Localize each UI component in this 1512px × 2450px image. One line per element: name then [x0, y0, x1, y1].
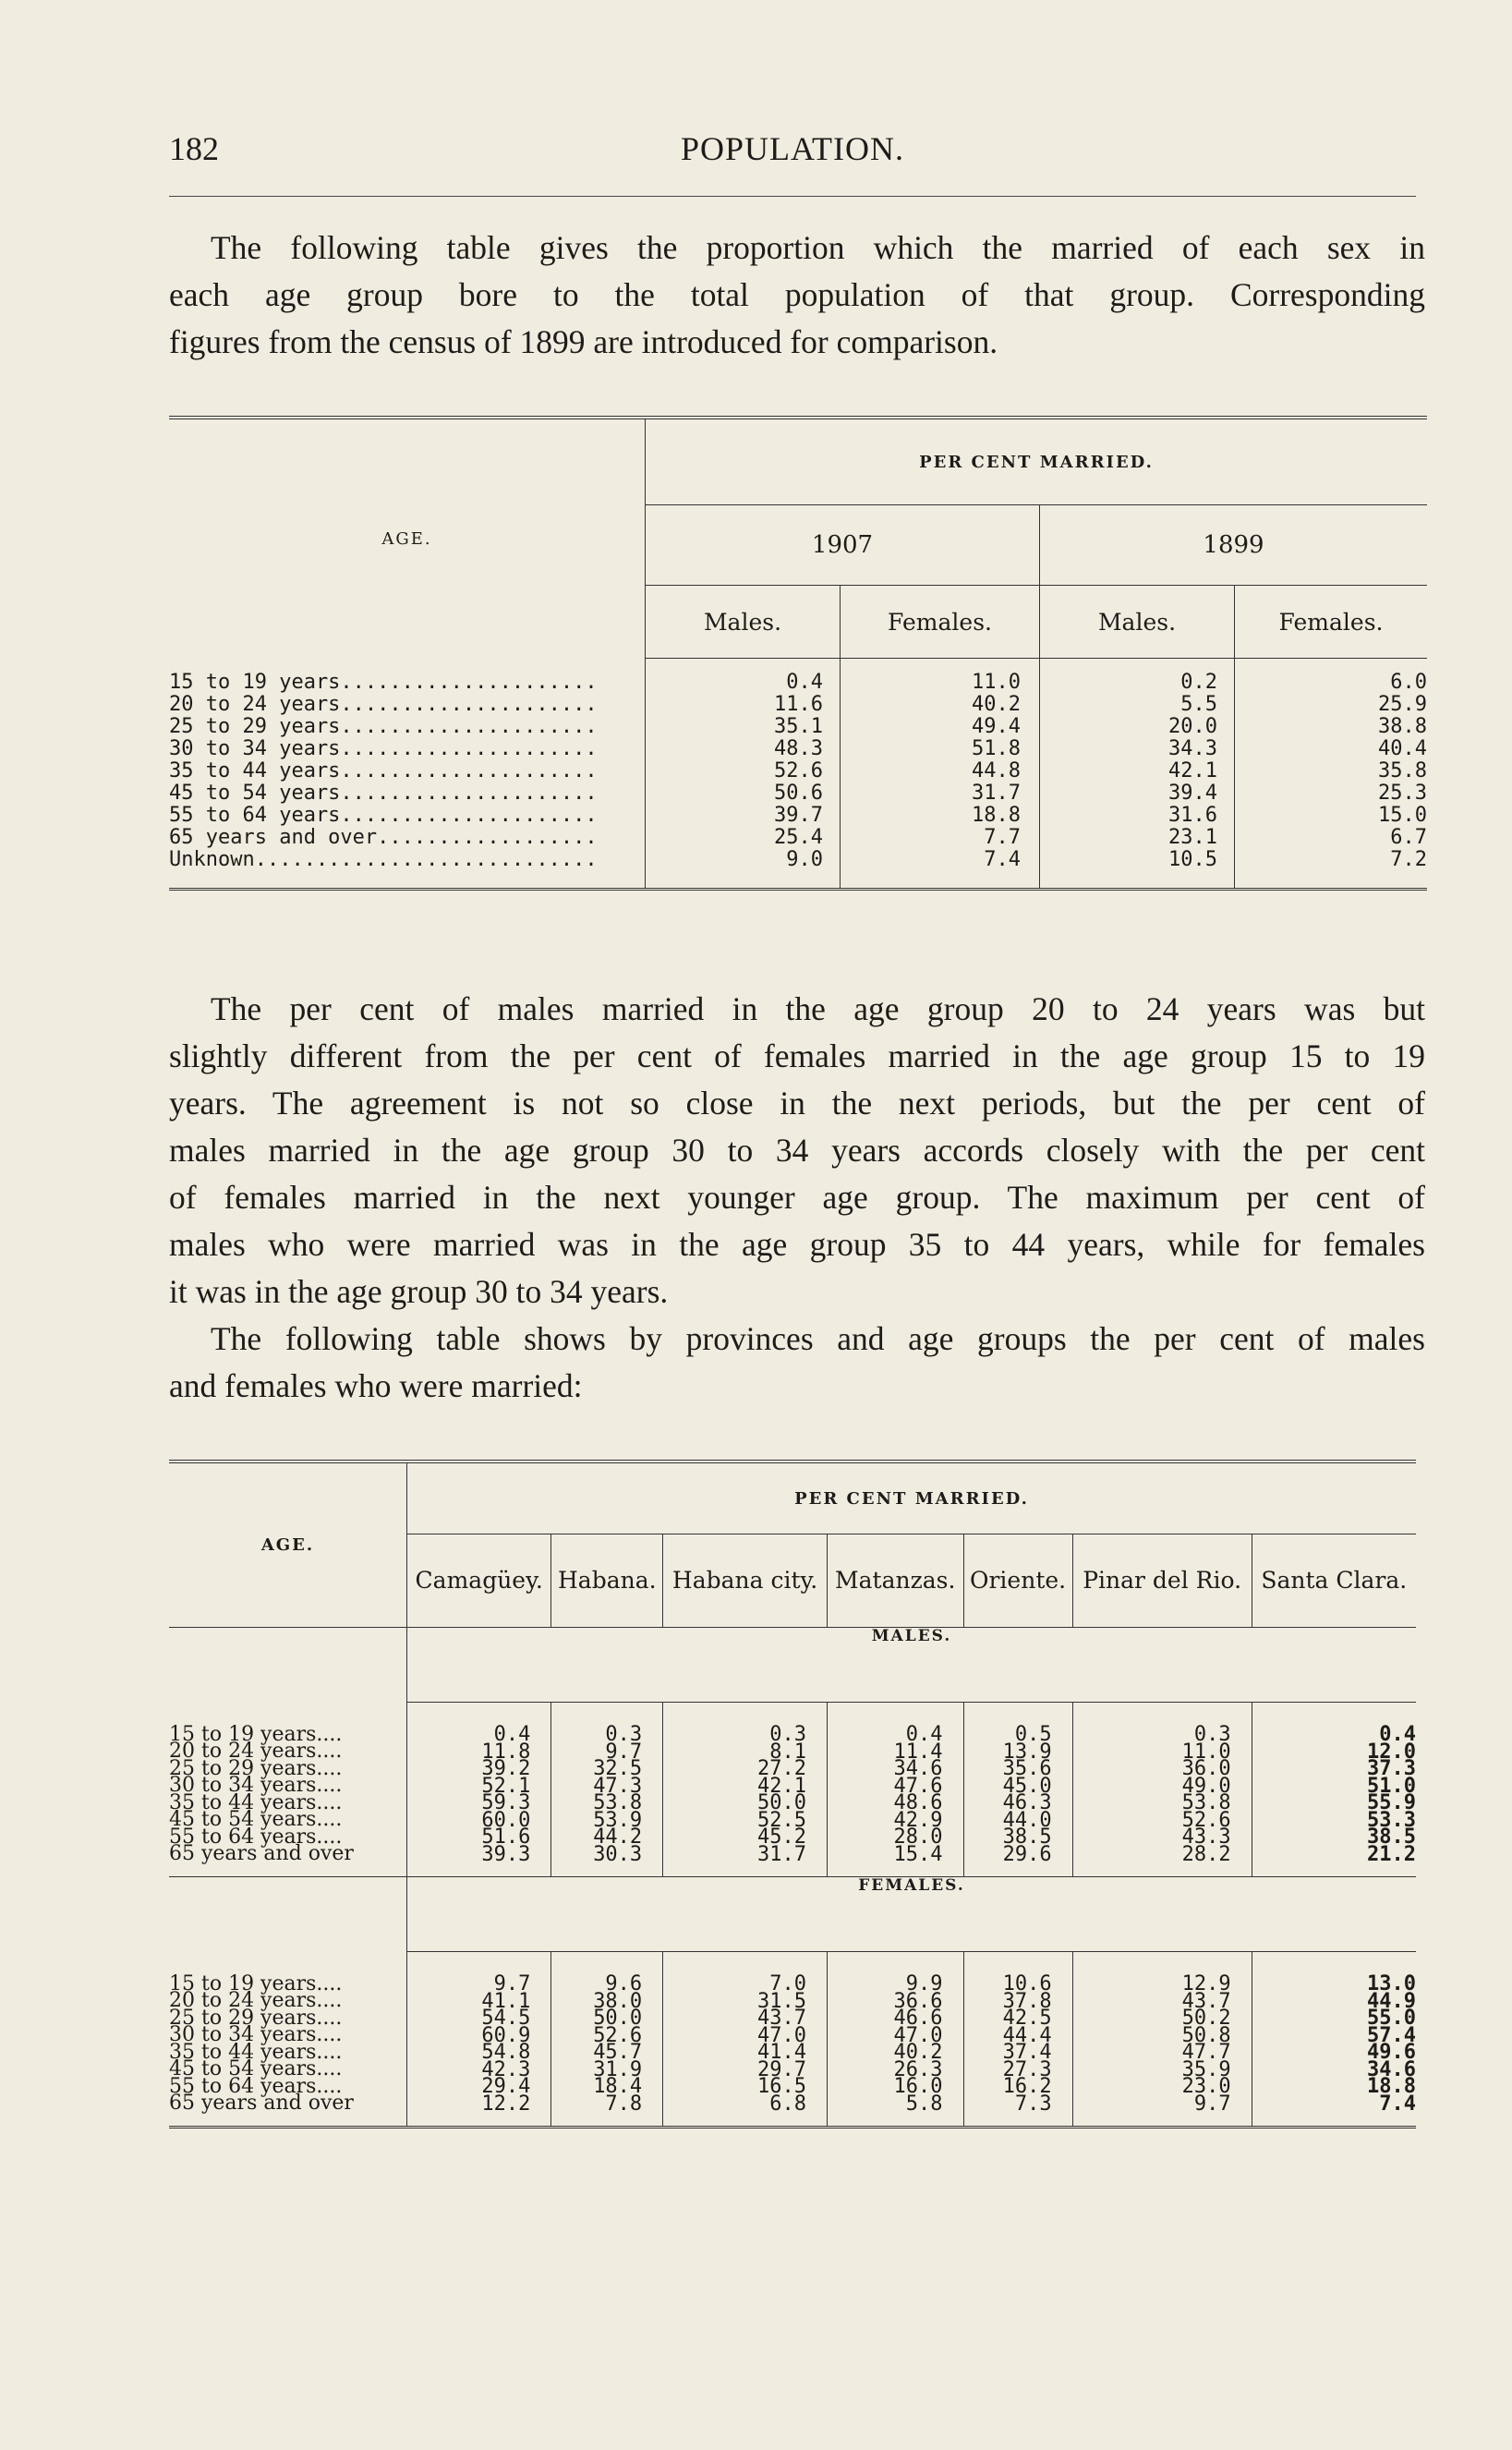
table-cell: 34.6	[893, 1757, 943, 1780]
table-cell: 7.7	[984, 826, 1021, 849]
table-cell: 57.4	[1367, 2023, 1416, 2047]
married-by-province-table	[169, 1460, 1416, 2129]
table-cell: 21.2	[1367, 1842, 1416, 1866]
table-cell: 34.3	[1168, 737, 1217, 760]
table-cell: 18.8	[972, 804, 1021, 827]
table-row	[169, 1703, 1416, 1877]
table-cell: 39.7	[774, 804, 823, 827]
table-cell: 52.6	[774, 759, 823, 782]
table-cell: 36.0	[1181, 1757, 1231, 1780]
table-cell: 43.7	[757, 2007, 806, 2030]
table-cell: 28.0	[893, 1825, 943, 1849]
age-labels	[169, 659, 646, 890]
age-label: 65 years and over	[169, 1842, 354, 1865]
table-cell: 50.0	[593, 2007, 643, 2030]
table-cell: 45.7	[593, 2041, 643, 2064]
table-cell: 44.4	[1002, 2023, 1052, 2047]
table-cell: 55.0	[1367, 2007, 1416, 2030]
table-cell: 11.6	[774, 693, 823, 716]
table-cell: 51.0	[1367, 1774, 1416, 1798]
year-1907-header: 1907	[646, 505, 1040, 586]
province-values	[407, 1703, 551, 1877]
province-values	[963, 1952, 1072, 2128]
table-cell: 9.7	[605, 1740, 643, 1764]
text-line: years. The agreement is not so close in the next periods, but the per cent of	[169, 1085, 1425, 1122]
text-line: slightly different from the per cent of females married in the age group 15 to 19	[169, 1037, 1425, 1074]
table-cell: 7.4	[984, 848, 1021, 871]
age-label: 55 to 64 years....	[169, 2074, 343, 2098]
table-cell: 16.5	[757, 2075, 806, 2098]
table-cell: 39.2	[481, 1757, 531, 1780]
age-label: 35 to 44 years....	[169, 2040, 343, 2064]
table-row	[169, 659, 1427, 890]
text-line: The following table shows by provinces and age groups the per cent of males	[211, 1320, 1425, 1357]
text-line: The following table gives the proportion which the married of each sex in	[211, 229, 1425, 266]
table-cell: 39.4	[1168, 782, 1217, 805]
table-cell: 54.5	[481, 2007, 531, 2030]
table-cell: 60.0	[481, 1808, 531, 1832]
table-cell: 16.2	[1002, 2075, 1052, 2098]
text-line: and females who were married:	[169, 1367, 583, 1404]
table-cell: 9.9	[905, 1972, 943, 1995]
running-head	[169, 129, 1416, 185]
females-1907-header: Females.	[841, 586, 1040, 659]
table-cell: 59.3	[481, 1791, 531, 1814]
age-label: 30 to 34 years....	[169, 2023, 343, 2046]
age-label: 15 to 19 years.....................	[169, 670, 598, 694]
age-label: 35 to 44 years....	[169, 1790, 343, 1814]
table-cell: 35.6	[1002, 1757, 1052, 1780]
table-cell: 48.3	[774, 737, 823, 760]
age-label: 55 to 64 years.....................	[169, 803, 598, 827]
males-1907-values	[646, 659, 841, 890]
province-values	[1072, 1952, 1252, 2128]
blank-cell	[169, 1628, 407, 1703]
table-cell: 29.7	[757, 2057, 806, 2081]
table-cell: 52.5	[757, 1808, 806, 1832]
page-title: POPULATION.	[680, 130, 904, 167]
age-column-header: AGE.	[169, 1462, 407, 1628]
age-label: 15 to 19 years....	[169, 1722, 343, 1746]
province-values	[663, 1952, 828, 2128]
table-cell: 47.7	[1181, 2041, 1231, 2064]
age-labels	[169, 1703, 407, 1877]
males-section-header: MALES.	[407, 1628, 1417, 1703]
age-label: 25 to 29 years.....................	[169, 714, 598, 738]
table-cell: 42.1	[757, 1774, 806, 1798]
table-cell: 25.3	[1378, 782, 1427, 805]
table-cell: 51.6	[481, 1825, 531, 1849]
table-cell: 42.3	[481, 2057, 531, 2081]
table-cell: 7.2	[1390, 848, 1427, 871]
table-cell: 47.0	[893, 2023, 943, 2047]
table-cell: 0.4	[786, 671, 823, 694]
table-cell: 46.3	[1002, 1791, 1052, 1814]
province-values	[827, 1703, 963, 1877]
table-cell: 37.4	[1002, 2041, 1052, 2064]
females-1907-values	[841, 659, 1040, 890]
age-label: 20 to 24 years.....................	[169, 692, 598, 716]
table-cell: 38.8	[1378, 715, 1427, 738]
table-cell: 7.3	[1014, 2092, 1052, 2116]
table-cell: 43.7	[1181, 1989, 1231, 2013]
table-cell: 41.4	[757, 2041, 806, 2064]
table-cell: 60.9	[481, 2023, 531, 2047]
table-cell: 55.9	[1367, 1791, 1416, 1814]
age-label: 20 to 24 years....	[169, 1989, 343, 2012]
table-cell: 53.9	[593, 1808, 643, 1832]
table-cell: 13.0	[1367, 1972, 1416, 1995]
province-header: Santa Clara.	[1252, 1534, 1416, 1628]
table-cell: 6.8	[769, 2092, 806, 2116]
table-cell: 0.4	[905, 1723, 943, 1746]
table-cell: 40.4	[1378, 737, 1427, 760]
married-by-sex-table	[169, 416, 1427, 891]
table-cell: 35.8	[1378, 759, 1427, 782]
table-cell: 18.4	[593, 2075, 643, 2098]
per-cent-married-header: PER CENT MARRIED.	[407, 1462, 1417, 1534]
females-1899-header: Females.	[1235, 586, 1428, 659]
table-cell: 29.6	[1002, 1842, 1052, 1866]
intro-paragraph	[169, 224, 1425, 366]
table-cell: 31.5	[757, 1989, 806, 2013]
age-label: 15 to 19 years....	[169, 1971, 343, 1995]
age-label: 45 to 54 years....	[169, 2057, 343, 2080]
table-cell: 7.0	[769, 1972, 806, 1995]
table-cell: 53.3	[1367, 1808, 1416, 1832]
table-cell: 43.3	[1181, 1825, 1231, 1849]
age-label: Unknown............................	[169, 847, 598, 871]
table-cell: 50.2	[1181, 2007, 1231, 2030]
table-cell: 11.4	[893, 1740, 943, 1764]
table-cell: 12.2	[481, 2092, 531, 2116]
table-cell: 37.3	[1367, 1757, 1416, 1780]
province-header: Camagüey.	[407, 1534, 551, 1628]
table-cell: 9.7	[1193, 2092, 1231, 2116]
table-cell: 28.2	[1181, 1842, 1231, 1866]
table-cell: 31.7	[972, 782, 1021, 805]
females-1899-values	[1235, 659, 1428, 890]
males-1899-values	[1040, 659, 1235, 890]
table-cell: 36.6	[893, 1989, 943, 2013]
province-header: Pinar del Rio.	[1072, 1534, 1252, 1628]
year-1899-header: 1899	[1040, 505, 1428, 586]
table-cell: 6.7	[1390, 826, 1427, 849]
table-cell: 7.4	[1379, 2092, 1416, 2116]
table-cell: 18.8	[1367, 2075, 1416, 2098]
females-section-header: FEMALES.	[407, 1877, 1417, 1952]
blank-cell	[169, 1877, 407, 1952]
males-1899-header: Males.	[1040, 586, 1235, 659]
province-values	[827, 1952, 963, 2128]
text-line: of females married in the next younger age group. The maximum per cent of	[169, 1179, 1425, 1216]
table-cell: 44.9	[1367, 1989, 1416, 2013]
age-label: 65 years and over	[169, 2092, 354, 2115]
males-1907-header: Males.	[646, 586, 841, 659]
table-cell: 53.8	[593, 1791, 643, 1814]
table-cell: 35.1	[774, 715, 823, 738]
table-cell: 47.6	[893, 1774, 943, 1798]
table-cell: 50.0	[757, 1791, 806, 1814]
table-cell: 10.5	[1168, 848, 1217, 871]
table-cell: 8.1	[769, 1740, 806, 1764]
province-values	[1252, 1952, 1416, 2128]
table-cell: 0.3	[769, 1723, 806, 1746]
table-cell: 27.3	[1002, 2057, 1052, 2081]
table-cell: 40.2	[972, 693, 1021, 716]
table-cell: 29.4	[481, 2075, 531, 2098]
table-cell: 48.6	[893, 1791, 943, 1814]
page-number: 182	[169, 130, 219, 167]
table-cell: 25.4	[774, 826, 823, 849]
age-label: 45 to 54 years.....................	[169, 781, 598, 805]
table-cell: 25.9	[1378, 693, 1427, 716]
age-labels	[169, 1952, 407, 2128]
province-values	[551, 1952, 663, 2128]
table-cell: 31.6	[1168, 804, 1217, 827]
table-cell: 34.6	[1367, 2057, 1416, 2081]
table-cell: 47.3	[593, 1774, 643, 1798]
table-cell: 52.1	[481, 1774, 531, 1798]
age-label: 30 to 34 years....	[169, 1774, 343, 1797]
table-cell: 15.4	[893, 1842, 943, 1866]
table-cell: 42.9	[893, 1808, 943, 1832]
age-label: 25 to 29 years....	[169, 2006, 343, 2030]
table-cell: 37.8	[1002, 1989, 1052, 2013]
age-column-header: AGE.	[169, 418, 646, 659]
table-cell: 9.0	[786, 848, 823, 871]
table-cell: 46.6	[893, 2007, 943, 2030]
table-cell: 38.5	[1367, 1825, 1416, 1849]
table-cell: 35.9	[1181, 2057, 1231, 2081]
province-values	[551, 1703, 663, 1877]
table-cell: 11.0	[1181, 1740, 1231, 1764]
age-label: 55 to 64 years....	[169, 1825, 343, 1849]
table-cell: 23.0	[1181, 2075, 1231, 2098]
age-label: 45 to 54 years....	[169, 1808, 343, 1831]
table-cell: 41.1	[481, 1989, 531, 2013]
table-cell: 51.8	[972, 737, 1021, 760]
header-rule	[169, 196, 1416, 197]
table-row	[169, 1952, 1416, 2128]
table-cell: 47.0	[757, 2023, 806, 2047]
age-label: 35 to 44 years.....................	[169, 758, 598, 782]
table-cell: 0.3	[1193, 1723, 1231, 1746]
table-cell: 15.0	[1378, 804, 1427, 827]
text-line: each age group bore to the total population of that group. Corresponding	[169, 276, 1425, 313]
table-cell: 0.4	[1379, 1723, 1416, 1746]
age-label: 25 to 29 years....	[169, 1756, 343, 1780]
table-cell: 52.6	[1181, 1808, 1231, 1832]
table-cell: 31.9	[593, 2057, 643, 2081]
table-cell: 50.6	[774, 782, 823, 805]
province-values	[663, 1703, 828, 1877]
table-cell: 6.0	[1390, 671, 1427, 694]
table-cell: 13.9	[1002, 1740, 1052, 1764]
province-header: Matanzas.	[827, 1534, 963, 1628]
table-cell: 0.3	[605, 1723, 643, 1746]
table-cell: 42.1	[1168, 759, 1217, 782]
table-cell: 9.6	[605, 1972, 643, 1995]
age-label: 65 years and over..................	[169, 825, 598, 849]
table-cell: 54.8	[481, 2041, 531, 2064]
table-cell: 7.8	[605, 2092, 643, 2116]
province-values	[963, 1703, 1072, 1877]
table-cell: 20.0	[1168, 715, 1217, 738]
table-cell: 44.0	[1002, 1808, 1052, 1832]
table-cell: 23.1	[1168, 826, 1217, 849]
province-intro-paragraph	[169, 1316, 1425, 1410]
province-values	[1072, 1703, 1252, 1877]
table-cell: 0.4	[493, 1723, 531, 1746]
text-line: The per cent of males married in the age group 20 to 24 years was but	[211, 990, 1425, 1027]
table-cell: 30.3	[593, 1842, 643, 1866]
table-cell: 5.5	[1180, 693, 1217, 716]
table-cell: 11.0	[972, 671, 1021, 694]
table-cell: 45.2	[757, 1825, 806, 1849]
table-cell: 44.8	[972, 759, 1021, 782]
table-cell: 26.3	[893, 2057, 943, 2081]
province-header: Oriente.	[963, 1534, 1072, 1628]
age-label: 30 to 34 years.....................	[169, 736, 598, 760]
table-cell: 10.6	[1002, 1972, 1052, 1995]
table-cell: 32.5	[593, 1757, 643, 1780]
table-cell: 39.3	[481, 1842, 531, 1866]
text-line: males who were married was in the age group 35 to 44 years, while for females	[169, 1226, 1425, 1263]
discussion-paragraph	[169, 986, 1425, 1316]
table-cell: 38.5	[1002, 1825, 1052, 1849]
province-header: Habana city.	[663, 1534, 828, 1628]
table-cell: 49.4	[972, 715, 1021, 738]
table-cell: 31.7	[757, 1842, 806, 1866]
province-values	[407, 1952, 551, 2128]
table-cell: 27.2	[757, 1757, 806, 1780]
table-cell: 44.2	[593, 1825, 643, 1849]
table-cell: 40.2	[893, 2041, 943, 2064]
table-cell: 53.8	[1181, 1791, 1231, 1814]
table-cell: 16.0	[893, 2075, 943, 2098]
table-cell: 42.5	[1002, 2007, 1052, 2030]
table-cell: 49.6	[1367, 2041, 1416, 2064]
table-cell: 45.0	[1002, 1774, 1052, 1798]
table-cell: 49.0	[1181, 1774, 1231, 1798]
table-cell: 5.8	[905, 2092, 943, 2116]
table-cell: 12.0	[1367, 1740, 1416, 1764]
text-line: figures from the census of 1899 are introduced for comparison.	[169, 323, 998, 360]
text-line: males married in the age group 30 to 34 years accords closely with the per cent	[169, 1132, 1425, 1169]
age-label: 20 to 24 years....	[169, 1740, 343, 1763]
province-values	[1252, 1703, 1416, 1877]
province-header: Habana.	[551, 1534, 663, 1628]
per-cent-married-header: PER CENT MARRIED.	[646, 418, 1428, 505]
table-cell: 0.2	[1180, 671, 1217, 694]
table-cell: 0.5	[1014, 1723, 1052, 1746]
table-cell: 11.8	[481, 1740, 531, 1764]
text-line: it was in the age group 30 to 34 years.	[169, 1273, 669, 1310]
table-cell: 12.9	[1181, 1972, 1231, 1995]
table-cell: 9.7	[493, 1972, 531, 1995]
table-cell: 50.8	[1181, 2023, 1231, 2047]
table-cell: 52.6	[593, 2023, 643, 2047]
table-cell: 38.0	[593, 1989, 643, 2013]
